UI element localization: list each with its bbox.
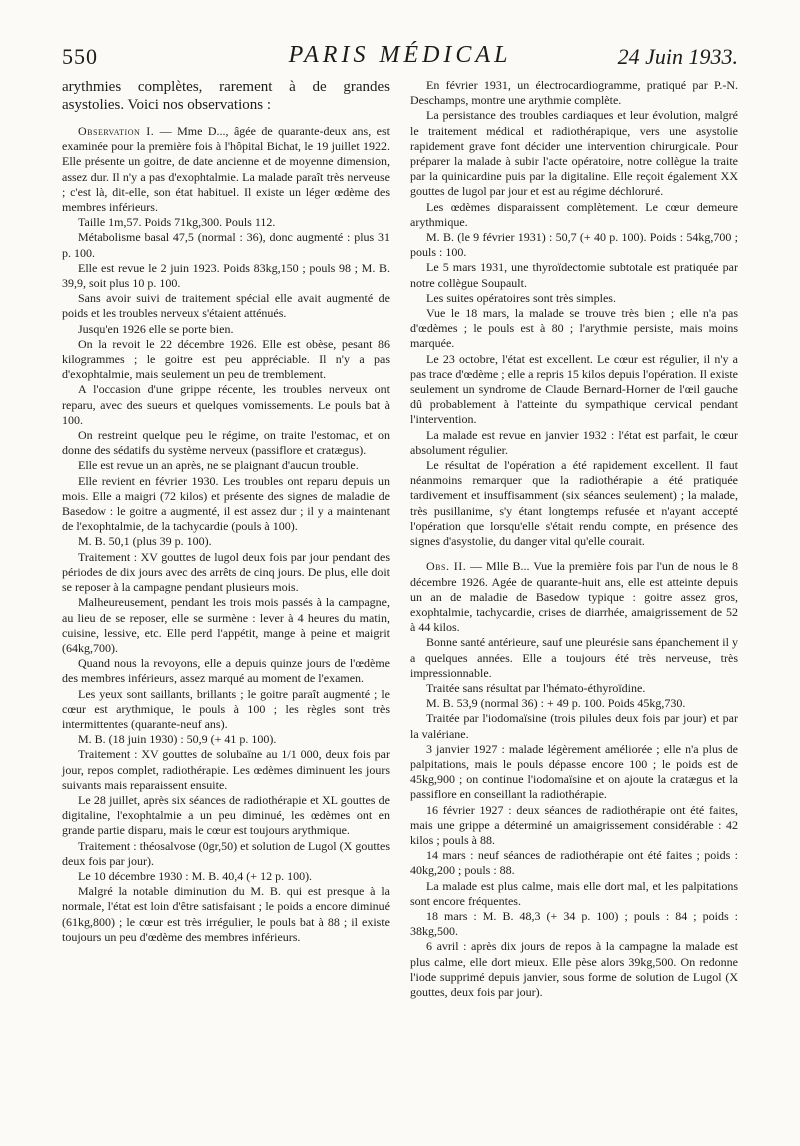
- paragraph: Quand nous la revoyons, elle a depuis quinze jours de l'œdème des membres inférieurs, assez marqué au moment de l'examen.: [62, 656, 390, 686]
- running-header: [62, 40, 738, 76]
- paragraph: Le 10 décembre 1930 : M. B. 40,4 (+ 12 p. 100).: [78, 868, 313, 883]
- paragraph: Bonne santé antérieure, sauf une pleurésie sans épanchement il y a quelques années. Elle a toujours été très nerveuse, très impressionnable.: [410, 635, 738, 680]
- paragraph: Le 23 octobre, l'état est excellent. Le cœur est régulier, il n'y a pas trace d'œdème ; elle a repris 15 kilos depuis l'opération. Il existe seulement un syndrome de Claude Bernard-Horner de l'œil gauche dû probablement à l'atteinte du sympathique cervical pendant l'intervention.: [410, 351, 738, 427]
- paragraph: Traitée sans résultat par l'hémato-éthyroïdine.: [426, 680, 646, 695]
- obs2-first-paragraph: [410, 559, 738, 635]
- paragraph: On la revoit le 22 décembre 1926. Elle est obèse, pesant 86 kilogrammes ; le goitre est peu appréciable. Il n'y a pas d'exophtalmie, mais seulement un peu de tremblement.: [62, 336, 390, 382]
- paragraph: Le résultat de l'opération a été rapidement excellent. Il faut néanmoins remarquer que la radiothérapie a été pratiquée tardivement et insuffisamment (six séances seulement) ; la malade, très pusillanime, s'y étant longtemps refusée et n'ayant accepté l'opération que lorsqu'elle s'était rendu compte, en présence des signes d'asystolie, du danger vital qu'elle courait.: [410, 458, 738, 549]
- issue-date: 24 Juin 1933.: [617, 44, 738, 69]
- paragraph: 14 mars : neuf séances de radiothérapie ont été faites ; poids : 40kg,200 ; pouls : 88.: [410, 848, 738, 878]
- paragraph: M. B. 50,1 (plus 39 p. 100).: [78, 534, 212, 549]
- paragraph: Métabolisme basal 47,5 (normal : 36), donc augmenté : plus 31 p. 100.: [62, 230, 390, 260]
- paragraph: Traitement : XV gouttes de solubaïne au 1/1 000, deux fois par jour, repos complet, radiothérapie. Les œdèmes diminuent les jours suivants mais reparaissent ensuite.: [62, 747, 390, 792]
- paragraph: Les œdèmes disparaissent complètement. Le cœur demeure arythmique.: [410, 199, 738, 229]
- left-column: [62, 78, 390, 945]
- paragraph: Sans avoir suivi de traitement spécial elle avait augmenté de poids et les troubles nerveux s'étaient atténués.: [62, 291, 390, 321]
- paragraph: Traitement : théosalvose (0gr,50) et solution de Lugol (X gouttes deux fois par jour).: [62, 838, 390, 868]
- obs2-heading: Obs. II.: [426, 559, 467, 574]
- paragraph: Traitement : XV gouttes de lugol deux fois par jour pendant des périodes de dix jours avec des arrêts de cinq jours. De plus, elle doit se reposer à la campagne pendant plusieurs mois.: [62, 549, 390, 595]
- paragraph: Les suites opératoires sont très simples.: [426, 290, 616, 305]
- paragraph: M. B. (le 9 février 1931) : 50,7 (+ 40 p. 100). Poids : 54kg,700 ; pouls : 100.: [410, 230, 738, 260]
- paragraph: La persistance des troubles cardiaques et leur évolution, malgré le traitement médical et radiothérapique, vers une asystolie rapidement grave font décider une intervention chirurgicale. Pour préparer la malade à subir l'acte opératoire, notre collègue la traite par la quinicardine puis par la digitaline. Elle reçoit également XX gouttes de lugol par jour et est au régime déchloruré.: [410, 108, 738, 199]
- paragraph: En février 1931, un électrocardiogramme, pratiqué par P.-N. Deschamps, montre une arythmie complète.: [410, 78, 738, 108]
- paragraph: Jusqu'en 1926 elle se porte bien.: [78, 321, 234, 336]
- paragraph: Vue le 18 mars, la malade se trouve très bien ; elle n'a pas d'œdèmes ; le pouls est à 80 ; l'arythmie persiste, mais moins marquée.: [410, 306, 738, 351]
- paragraph: Elle revient en février 1930. Les troubles ont reparu depuis un mois. Elle a maigri (72 kilos) et présente des signes de maladie de Basedow : le goitre a augmenté, il est assez dur ; il y a maintenant de l'exophtalmie, de la tachycardie (pouls à 100).: [62, 473, 390, 534]
- paragraph: Elle est revue un an après, ne se plaignant d'aucun trouble.: [78, 458, 359, 473]
- paragraph: 16 février 1927 : deux séances de radiothérapie ont été faites, mais une grippe a déterminé un amaigrissement considérable : 42 kilos ; pouls à 88.: [410, 802, 738, 847]
- paragraph: Elle est revue le 2 juin 1923. Poids 83kg,150 ; pouls 98 ; M. B. 39,9, soit plus 10 p. 100.: [62, 260, 390, 291]
- paragraph: La malade est plus calme, mais elle dort mal, et les palpitations sont encore fréquentes.: [410, 878, 738, 908]
- page-number: 550: [62, 44, 98, 69]
- paragraph: M. B. 53,9 (normal 36) : + 49 p. 100. Poids 45kg,730.: [426, 696, 686, 711]
- journal-title: PARIS MÉDICAL: [288, 42, 512, 68]
- intro-paragraph: arythmies complètes, rarement à de grandes asystolies. Voici nos observations :: [62, 79, 390, 113]
- paragraph: M. B. (18 juin 1930) : 50,9 (+ 41 p. 100).: [78, 732, 277, 747]
- paragraph: Les yeux sont saillants, brillants ; le goitre paraît augmenté ; le cœur est arythmique, le pouls à 100 ; les règles sont très intermittentes (quarante-neuf ans).: [62, 686, 390, 731]
- paragraph: On restreint quelque peu le régime, on traite l'estomac, et on donne des sédatifs du système nerveux (passiflore et cratægus).: [62, 428, 390, 458]
- paragraph: 6 avril : après dix jours de repos à la campagne la malade est plus calme, elle dort mieux. Elle pèse alors 39kg,500. On redonne l'iode supprimé depuis janvier, sous forme de solution de Lugol (X gouttes, deux fois par jour).: [410, 939, 738, 999]
- obs1-opening-text: — Mme D..., âgée de quarante-deux ans, est examinée pour la première fois à l'hôpital Bichat, le 19 juillet 1922. Elle présente un goitre, de date ancienne et de moyenne dimension, assez dur. Il n'y a pas d'exophtalmie. La malade paraît très nerveuse ; c'est là, dit-elle, son état habituel. Il existe un léger œdème des membres inférieurs.: [62, 124, 390, 215]
- right-column: [410, 78, 738, 1000]
- obs1-heading: Observation I.: [78, 124, 155, 138]
- paragraph: Le 28 juillet, après six séances de radiothérapie et XL gouttes de digitaline, l'exophtalmie a un peu diminué, les œdèmes ont en grande partie disparu, mais le cœur est toujours arythmique.: [62, 792, 390, 838]
- paragraph: Traitée par l'iodomaïsine (trois pilules deux fois par jour) et par la valériane.: [410, 711, 738, 741]
- obs1-first-paragraph: [62, 124, 390, 215]
- paragraph: 3 janvier 1927 : malade légèrement améliorée ; elle n'a plus de palpitations, mais le pouls dépasse encore 100 ; le poids est de 45kg,900 ; on continue l'iodomaïsine et on ajoute la cratægus et la passiflore en conseillant la radiothérapie.: [410, 741, 738, 802]
- paragraph: La malade est revue en janvier 1932 : l'état est parfait, le cœur absolument régulier.: [410, 427, 738, 457]
- paragraph: Malgré la notable diminution du M. B. qui est presque à la normale, l'état est loin d'être satisfaisant ; le poids a encore diminué (61kg,800) ; le cœur est très irrégulier, le pouls bat à 88 ; il existe toujours un peu d'œdème des membres inférieurs.: [62, 884, 390, 944]
- paragraph: Malheureusement, pendant les trois mois passés à la campagne, au lieu de se reposer, elle se surmène : lever à 4 heures du matin, cuisine, lessive, etc. Elle perd l'appétit, mange à peine et maigrit (64kg,700).: [62, 595, 390, 655]
- obs2-opening-text: — Mlle B... Vue la première fois par l'un de nous le 8 décembre 1926. Agée de quarante-huit ans, elle est atteinte depuis un an de maladie de Basedow typique : goitre assez gros, exophtalmie, tachycardie, crises de diarrhée, amaigrissement de 52 à 44 kilos.: [410, 559, 738, 635]
- paragraph: Taille 1m,57. Poids 71kg,300. Pouls 112.: [78, 215, 276, 230]
- paragraph: 18 mars : M. B. 48,3 (+ 34 p. 100) ; pouls : 84 ; poids : 38kg,500.: [410, 908, 738, 939]
- paragraph: A l'occasion d'une grippe récente, les troubles nerveux ont reparu, avec des sueurs et quelques vomissements. Le pouls bat à 100.: [62, 382, 390, 427]
- paragraph: Le 5 mars 1931, une thyroïdectomie subtotale est pratiquée par notre collègue Soupault.: [410, 260, 738, 290]
